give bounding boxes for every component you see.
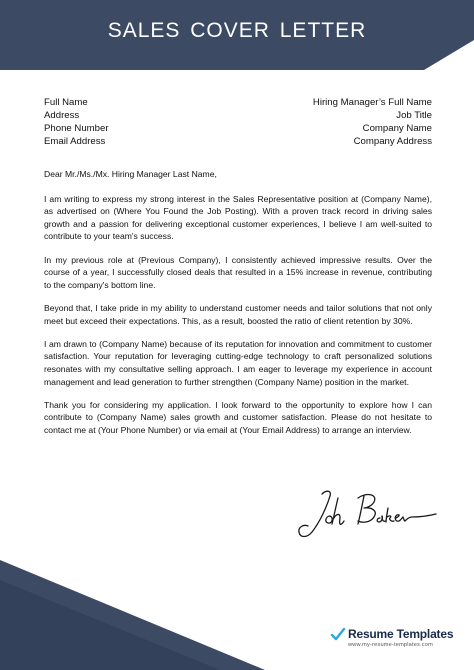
sender-address xyxy=(44,96,109,148)
footer-background-shape xyxy=(0,540,474,670)
recipient-line: Company Address xyxy=(353,136,432,147)
signature-image xyxy=(292,486,442,546)
page-title: SALES COVER LETTER xyxy=(107,19,367,42)
brand-url: www.my-resume-templates.com xyxy=(348,642,433,648)
sender-line: Email Address xyxy=(44,136,106,147)
letter-paragraph: In my previous role at (Previous Company), I consistently achieved impressive results. Over the course of a year, I successfully closed deals that resulted in a 15% increase in revenue, contributing to the company's bottom line. xyxy=(44,254,432,290)
letter-paragraph: Thank you for considering my application. I look forward to the opportunity to explore how I can contribute to (Company Name) sales growth and customer satisfaction. Please do not hesitate to contact me at (Your Phone Number) or via email at (Your Email Address) to arrange an interview. xyxy=(44,399,432,435)
letter-paragraph: I am writing to express my strong interest in the Sales Representative position at (Company Name), as advertised on (Where You Found the Job Posting). With a proven track record in driving sales growth and a passion for delivering exceptional customer experiences, I believe I am well-suited to contribute to your team's success. xyxy=(44,193,432,242)
brand-name: Resume Templates xyxy=(348,627,454,641)
recipient-line: Job Title xyxy=(396,110,432,121)
brand-logo xyxy=(330,626,453,642)
salutation: Dear Mr./Ms./Mx. Hiring Manager Last Name, xyxy=(44,169,217,179)
sender-line: Full Name xyxy=(44,97,88,108)
letter-paragraph: I am drawn to (Company Name) because of its reputation for innovation and commitment to customer satisfaction. Your reputation for leveraging cutting-edge technology to craft personalized solutions resonates with my consultative selling approach. I am eager to leverage my experience in account management and lead generation to further strengthen (Company Name) position in the market. xyxy=(44,338,432,387)
recipient-line: Hiring Manager’s Full Name xyxy=(312,97,432,108)
recipient-address xyxy=(313,96,432,148)
sender-line: Address xyxy=(44,110,80,121)
resume-templates-logo-icon xyxy=(330,626,346,642)
sender-line: Phone Number xyxy=(44,123,109,134)
letter-body xyxy=(44,168,432,447)
recipient-line: Company Name xyxy=(362,123,432,134)
header-band xyxy=(0,0,474,70)
letter-paragraph: Beyond that, I take pride in my ability to understand customer needs and tailor solutions that not only meet but exceed their expectations. This, as a result, boosted the ratio of client retention by 30%. xyxy=(44,302,432,326)
